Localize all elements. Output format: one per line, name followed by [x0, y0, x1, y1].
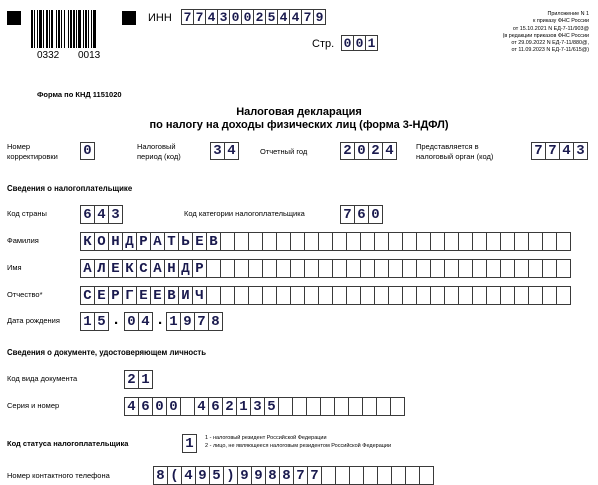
char-cell: 4	[559, 142, 574, 160]
char-cell	[416, 232, 431, 251]
char-cell	[402, 232, 417, 251]
barcode-number-left: 0332	[37, 50, 60, 61]
char-cell: 2	[253, 9, 266, 25]
barcode-bar	[70, 10, 72, 48]
char-cell	[458, 232, 473, 251]
period-label-2: период (код)	[137, 152, 181, 161]
char-cell: Е	[192, 232, 207, 251]
patronymic-field[interactable]	[80, 286, 570, 305]
barcode	[31, 10, 119, 52]
char-cell	[430, 259, 445, 278]
char-cell	[346, 259, 361, 278]
correction-label-2: корректировки	[7, 152, 58, 161]
char-cell	[444, 259, 459, 278]
char-cell	[458, 259, 473, 278]
char-cell: В	[206, 232, 221, 251]
char-cell	[262, 286, 277, 305]
char-cell: Р	[108, 286, 123, 305]
char-cell	[444, 232, 459, 251]
char-cell: 0	[241, 9, 254, 25]
char-cell: 4	[138, 312, 153, 331]
corner-marker-left	[7, 11, 21, 25]
series-number-field[interactable]	[124, 397, 404, 416]
birth-day-field[interactable]	[80, 312, 108, 331]
char-cell	[472, 286, 487, 305]
char-cell: 5	[264, 397, 279, 416]
char-cell	[346, 286, 361, 305]
phone-label: Номер контактного телефона	[7, 471, 110, 480]
char-cell: К	[122, 259, 137, 278]
char-cell: 0	[341, 35, 354, 51]
barcode-bar	[85, 10, 87, 48]
barcode-bar	[58, 10, 60, 48]
char-cell	[360, 286, 375, 305]
date-separator: .	[114, 311, 119, 328]
char-cell: 0	[368, 205, 383, 224]
char-cell: 1	[182, 434, 197, 453]
date-separator: .	[158, 311, 163, 328]
inn-field[interactable]	[181, 9, 325, 25]
char-cell	[248, 259, 263, 278]
char-cell	[234, 286, 249, 305]
char-cell	[234, 232, 249, 251]
char-cell	[391, 466, 406, 485]
char-cell: Н	[108, 232, 123, 251]
char-cell	[374, 286, 389, 305]
appendix-line: от 11.09.2023 N ЕД-7-11/615@)	[511, 47, 589, 54]
char-cell: 1	[166, 312, 181, 331]
char-cell	[262, 232, 277, 251]
barcode-bar	[73, 10, 75, 48]
char-cell: 7	[531, 142, 546, 160]
char-cell	[374, 259, 389, 278]
barcode-bar	[93, 10, 96, 48]
char-cell	[290, 259, 305, 278]
char-cell	[248, 286, 263, 305]
char-cell: А	[150, 232, 165, 251]
char-cell	[374, 232, 389, 251]
char-cell: 5	[94, 312, 109, 331]
char-cell	[402, 259, 417, 278]
char-cell: 8	[208, 312, 223, 331]
char-cell	[402, 286, 417, 305]
char-cell: 1	[138, 370, 153, 389]
char-cell	[332, 259, 347, 278]
char-cell: 0	[124, 312, 139, 331]
char-cell: 9	[195, 466, 210, 485]
char-cell: 4	[277, 9, 290, 25]
char-cell: 3	[573, 142, 588, 160]
char-cell	[220, 259, 235, 278]
char-cell: 4	[181, 466, 196, 485]
char-cell	[304, 259, 319, 278]
char-cell	[290, 232, 305, 251]
char-cell: 2	[368, 142, 383, 160]
char-cell: 4	[124, 397, 139, 416]
char-cell	[430, 232, 445, 251]
char-cell: 2	[340, 142, 355, 160]
char-cell: 0	[166, 397, 181, 416]
char-cell: 9	[251, 466, 266, 485]
status-note-2: 2 - лицо, не являющееся налоговым резидентом Российской Федерации	[205, 443, 392, 449]
birth-month-field[interactable]	[124, 312, 152, 331]
char-cell: А	[150, 259, 165, 278]
barcode-bar	[49, 10, 50, 48]
char-cell: 4	[194, 397, 209, 416]
char-cell: 5	[209, 466, 224, 485]
char-cell: 7	[545, 142, 560, 160]
char-cell: Е	[136, 286, 151, 305]
char-cell: 0	[353, 35, 366, 51]
barcode-bar	[51, 10, 53, 48]
barcode-bar	[31, 10, 33, 48]
barcode-bar	[91, 10, 92, 48]
form-title	[0, 106, 598, 132]
doc-type-label: Код вида документа	[7, 374, 78, 383]
birth-year-field[interactable]	[166, 312, 222, 331]
char-cell	[542, 232, 557, 251]
char-cell: 3	[108, 205, 123, 224]
phone-field[interactable]	[153, 466, 433, 485]
char-cell	[514, 259, 529, 278]
inn-label: ИНН	[148, 12, 172, 24]
taxpayer-section-title: Сведения о налогоплательщике	[7, 184, 133, 193]
char-cell: 9	[237, 466, 252, 485]
char-cell: 4	[205, 9, 218, 25]
char-cell: Р	[192, 259, 207, 278]
char-cell: Ь	[178, 232, 193, 251]
barcode-bar	[68, 10, 69, 48]
char-cell	[332, 286, 347, 305]
char-cell	[542, 286, 557, 305]
tax-authority-code-field[interactable]	[531, 142, 587, 160]
reporting-year-field[interactable]	[340, 142, 396, 160]
barcode-bar	[46, 10, 48, 48]
char-cell: 7	[301, 9, 314, 25]
barcode-bar	[78, 10, 81, 48]
char-cell: 6	[208, 397, 223, 416]
char-cell	[542, 259, 557, 278]
char-cell: О	[94, 232, 109, 251]
name-label: Имя	[7, 263, 22, 272]
status-label: Код статуса налогоплательщика	[7, 439, 129, 448]
appendix-line: Приложение N 1	[547, 11, 589, 17]
char-cell: (	[167, 466, 182, 485]
char-cell: Д	[178, 259, 193, 278]
title-line-1: Налоговая декларация	[236, 106, 362, 118]
char-cell	[556, 286, 571, 305]
char-cell: 3	[210, 142, 225, 160]
char-cell	[419, 466, 434, 485]
char-cell: Г	[122, 286, 137, 305]
char-cell	[388, 232, 403, 251]
char-cell: 6	[354, 205, 369, 224]
barcode-bars	[31, 10, 119, 48]
page-number-field[interactable]	[341, 35, 377, 51]
char-cell	[500, 286, 515, 305]
char-cell	[528, 259, 543, 278]
appendix-line: (в редакции приказов ФНС России	[502, 32, 589, 39]
correction-number-field[interactable]	[80, 142, 94, 160]
category-code-label: Код категории налогоплательщика	[184, 209, 305, 218]
char-cell	[206, 259, 221, 278]
barcode-bar	[83, 10, 84, 48]
barcode-bar	[37, 10, 38, 48]
char-cell: 1	[365, 35, 378, 51]
barcode-number-right: 0013	[78, 50, 101, 61]
char-cell	[390, 397, 405, 416]
char-cell	[206, 286, 221, 305]
char-cell	[349, 466, 364, 485]
char-cell: 8	[153, 466, 168, 485]
char-cell	[276, 259, 291, 278]
char-cell: 0	[80, 142, 95, 160]
char-cell	[320, 397, 335, 416]
char-cell: 9	[313, 9, 326, 25]
title-line-2: по налогу на доходы физических лиц (форма 3-НДФЛ)	[149, 119, 449, 131]
char-cell: Р	[136, 232, 151, 251]
char-cell	[472, 232, 487, 251]
char-cell	[335, 466, 350, 485]
char-cell: С	[136, 259, 151, 278]
series-number-label: Серия и номер	[7, 401, 60, 410]
corner-marker-right	[122, 11, 136, 25]
char-cell: 7	[193, 9, 206, 25]
char-cell	[332, 232, 347, 251]
char-cell: Е	[150, 286, 165, 305]
char-cell	[318, 232, 333, 251]
appendix-line: от 29.09.2022 N ЕД-7-11/880@,	[511, 40, 589, 47]
char-cell: 3	[250, 397, 265, 416]
char-cell: 8	[279, 466, 294, 485]
period-label-1: Налоговый	[137, 142, 176, 151]
char-cell	[556, 232, 571, 251]
char-cell: 8	[265, 466, 280, 485]
barcode-bar	[64, 10, 65, 48]
appendix-note	[439, 11, 589, 55]
char-cell	[556, 259, 571, 278]
char-cell: 6	[138, 397, 153, 416]
barcode-bar	[39, 10, 42, 48]
char-cell	[363, 466, 378, 485]
name-field[interactable]	[80, 259, 570, 278]
char-cell	[290, 286, 305, 305]
char-cell	[528, 232, 543, 251]
char-cell	[346, 232, 361, 251]
barcode-bar	[61, 10, 62, 48]
char-cell	[388, 259, 403, 278]
char-cell: 9	[180, 312, 195, 331]
birth-date-label: Дата рождения	[7, 316, 60, 325]
char-cell	[334, 397, 349, 416]
char-cell: 7	[181, 9, 194, 25]
char-cell	[348, 397, 363, 416]
char-cell: И	[178, 286, 193, 305]
char-cell	[528, 286, 543, 305]
char-cell	[318, 259, 333, 278]
page-label: Стр.	[312, 38, 335, 50]
char-cell: 7	[307, 466, 322, 485]
char-cell	[321, 466, 336, 485]
char-cell	[500, 259, 515, 278]
char-cell: С	[80, 286, 95, 305]
char-cell: 4	[289, 9, 302, 25]
tax-period-field[interactable]	[210, 142, 238, 160]
char-cell: Д	[122, 232, 137, 251]
char-cell: А	[80, 259, 95, 278]
char-cell: 4	[382, 142, 397, 160]
barcode-bar	[88, 10, 89, 48]
char-cell	[514, 232, 529, 251]
char-cell: 7	[340, 205, 355, 224]
char-cell	[405, 466, 420, 485]
char-cell	[458, 286, 473, 305]
char-cell	[220, 286, 235, 305]
char-cell	[234, 259, 249, 278]
char-cell: 6	[80, 205, 95, 224]
char-cell: 7	[194, 312, 209, 331]
char-cell	[514, 286, 529, 305]
char-cell	[276, 232, 291, 251]
char-cell	[318, 286, 333, 305]
char-cell	[306, 397, 321, 416]
char-cell	[472, 259, 487, 278]
status-note-1: 1 - налоговый резидент Российской Федерации	[205, 435, 327, 441]
char-cell: 2	[222, 397, 237, 416]
char-cell: Е	[108, 259, 123, 278]
char-cell	[376, 397, 391, 416]
category-code-field[interactable]	[340, 205, 382, 224]
char-cell: 4	[94, 205, 109, 224]
char-cell	[377, 466, 392, 485]
barcode-bar	[34, 10, 35, 48]
authority-label-1: Представляется в	[416, 142, 479, 151]
form-code: Форма по КНД 1151020	[37, 90, 122, 99]
barcode-bar	[76, 10, 77, 48]
char-cell: 7	[293, 466, 308, 485]
char-cell	[416, 259, 431, 278]
char-cell	[276, 286, 291, 305]
char-cell: 2	[124, 370, 139, 389]
char-cell: 4	[224, 142, 239, 160]
surname-field[interactable]	[80, 232, 570, 251]
barcode-bar	[43, 10, 44, 48]
char-cell	[416, 286, 431, 305]
char-cell: 3	[217, 9, 230, 25]
char-cell	[430, 286, 445, 305]
correction-label-1: Номер	[7, 142, 31, 151]
char-cell: Л	[94, 259, 109, 278]
char-cell	[180, 397, 195, 416]
appendix-line: от 15.10.2021 N ЕД-7-11/903@	[512, 25, 589, 32]
surname-label: Фамилия	[7, 236, 39, 245]
status-code-field[interactable]	[182, 434, 196, 453]
char-cell	[486, 232, 501, 251]
char-cell	[360, 232, 375, 251]
char-cell: 0	[152, 397, 167, 416]
char-cell: К	[80, 232, 95, 251]
char-cell: Н	[164, 259, 179, 278]
char-cell: 0	[229, 9, 242, 25]
barcode-bar	[56, 10, 57, 48]
char-cell	[220, 232, 235, 251]
doc-type-field[interactable]	[124, 370, 152, 389]
patronymic-label: Отчество*	[7, 290, 43, 299]
char-cell: Т	[164, 232, 179, 251]
document-section-title: Сведения о документе, удостоверяющем личность	[7, 348, 207, 357]
char-cell: )	[223, 466, 238, 485]
char-cell: 1	[236, 397, 251, 416]
char-cell	[486, 286, 501, 305]
char-cell: Е	[94, 286, 109, 305]
country-code-field[interactable]	[80, 205, 122, 224]
char-cell	[304, 232, 319, 251]
char-cell: 0	[354, 142, 369, 160]
char-cell: В	[164, 286, 179, 305]
char-cell	[262, 259, 277, 278]
char-cell: Ч	[192, 286, 207, 305]
char-cell	[444, 286, 459, 305]
authority-label-2: налоговый орган (код)	[416, 152, 494, 161]
country-code-label: Код страны	[7, 209, 47, 218]
char-cell	[486, 259, 501, 278]
char-cell	[388, 286, 403, 305]
char-cell	[360, 259, 375, 278]
char-cell: 1	[80, 312, 95, 331]
char-cell	[500, 232, 515, 251]
year-label: Отчетный год	[260, 147, 308, 156]
char-cell	[248, 232, 263, 251]
char-cell	[278, 397, 293, 416]
char-cell: 5	[265, 9, 278, 25]
char-cell	[304, 286, 319, 305]
appendix-line: к приказу ФНС России	[533, 18, 589, 25]
char-cell	[292, 397, 307, 416]
char-cell	[362, 397, 377, 416]
